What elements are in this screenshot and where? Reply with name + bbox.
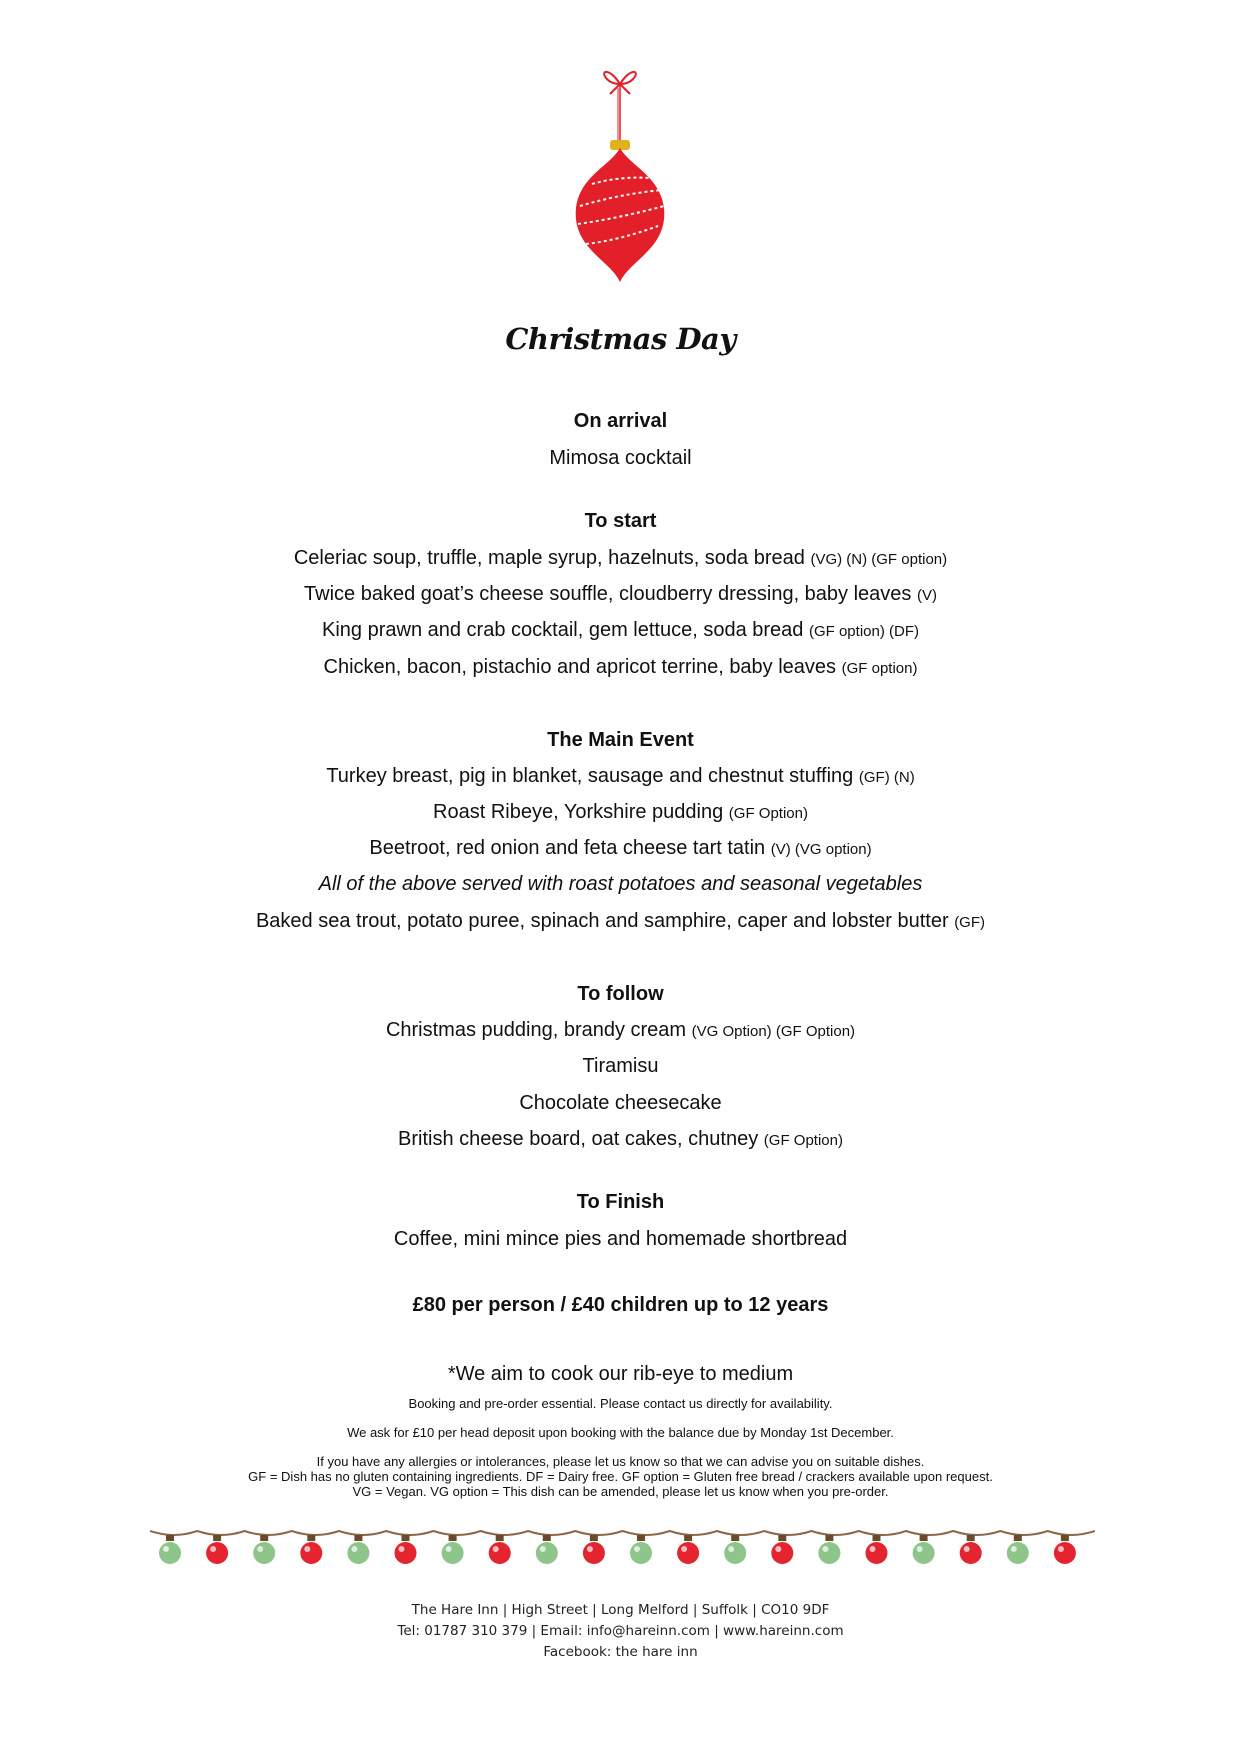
light-bulb bbox=[1054, 1535, 1076, 1564]
light-bulb bbox=[442, 1535, 464, 1564]
light-bulb bbox=[677, 1535, 699, 1564]
page-title: Christmas Day bbox=[505, 322, 736, 356]
light-bulb bbox=[913, 1535, 935, 1564]
footer-facebook: Facebook: the hare inn bbox=[543, 1644, 698, 1660]
deposit-note: We ask for £10 per head deposit upon booking with the balance due by Monday 1st December. bbox=[347, 1425, 894, 1440]
menu-item: Mimosa cocktail bbox=[549, 447, 692, 469]
menu-item: Beetroot, red onion and feta cheese tart tatin (V) (VG option) bbox=[369, 837, 872, 859]
section-heading-main: The Main Event bbox=[547, 729, 694, 751]
footer-contact: Tel: 01787 310 379 | Email: info@hareinn.com | www.hareinn.com bbox=[397, 1623, 844, 1639]
light-bulb bbox=[536, 1535, 558, 1564]
menu-item: King prawn and crab cocktail, gem lettuce, soda bread (GF option) (DF) bbox=[322, 619, 919, 641]
menu-item: British cheese board, oat cakes, chutney (GF Option) bbox=[398, 1128, 843, 1150]
light-bulb bbox=[818, 1535, 840, 1564]
light-bulb bbox=[489, 1535, 511, 1564]
light-bulb bbox=[724, 1535, 746, 1564]
light-bulb bbox=[300, 1535, 322, 1564]
menu-item: Roast Ribeye, Yorkshire pudding (GF Option) bbox=[433, 801, 808, 823]
lights-wire bbox=[150, 1531, 1095, 1535]
light-bulb bbox=[866, 1535, 888, 1564]
light-bulb bbox=[630, 1535, 652, 1564]
footer-address: The Hare Inn | High Street | Long Melford | Suffolk | CO10 9DF bbox=[411, 1602, 830, 1618]
light-bulb bbox=[583, 1535, 605, 1564]
christmas-bauble-icon bbox=[540, 48, 700, 318]
menu-item: Coffee, mini mince pies and homemade shortbread bbox=[393, 1228, 848, 1250]
section-heading-arrival: On arrival bbox=[573, 410, 668, 432]
light-bulb bbox=[1007, 1535, 1029, 1564]
menu-item: Turkey breast, pig in blanket, sausage and chestnut stuffing (GF) (N) bbox=[326, 765, 915, 787]
served-with-note: All of the above served with roast potatoes and seasonal vegetables bbox=[318, 873, 923, 895]
ribeye-note: *We aim to cook our rib-eye to medium bbox=[447, 1363, 794, 1385]
light-bulb bbox=[347, 1535, 369, 1564]
light-bulb bbox=[159, 1535, 181, 1564]
booking-note: Booking and pre-order essential. Please contact us directly for availability. bbox=[408, 1396, 833, 1411]
allergy-key: GF = Dish has no gluten containing ingredients. DF = Dairy free. GF option = Gluten free bread / crackers available upon request. bbox=[248, 1469, 993, 1484]
menu-item: Twice baked goat’s cheese souffle, cloudberry dressing, baby leaves (V) bbox=[304, 583, 937, 605]
allergy-key-vegan: VG = Vegan. VG option = This dish can be amended, please let us know when you pre-order. bbox=[352, 1484, 889, 1499]
string-lights-icon bbox=[150, 1525, 1095, 1595]
light-bulb bbox=[253, 1535, 275, 1564]
section-heading-start: To start bbox=[584, 510, 657, 532]
price-line: £80 per person / £40 children up to 12 years bbox=[412, 1294, 829, 1316]
menu-item: Baked sea trout, potato puree, spinach and samphire, caper and lobster butter (GF) bbox=[255, 910, 986, 932]
light-bulb bbox=[771, 1535, 793, 1564]
menu-item: Celeriac soup, truffle, maple syrup, hazelnuts, soda bread (VG) (N) (GF option) bbox=[293, 547, 948, 569]
allergy-note: If you have any allergies or intolerances, please let us know so that we can advise you on suitable dishes. bbox=[316, 1454, 925, 1469]
light-bulb bbox=[960, 1535, 982, 1564]
light-bulb bbox=[206, 1535, 228, 1564]
light-bulb bbox=[395, 1535, 417, 1564]
section-heading-finish: To Finish bbox=[576, 1191, 665, 1213]
section-heading-follow: To follow bbox=[577, 983, 664, 1005]
menu-item: Chocolate cheesecake bbox=[519, 1092, 722, 1114]
menu-item: Christmas pudding, brandy cream (VG Option) (GF Option) bbox=[385, 1019, 856, 1041]
menu-item: Tiramisu bbox=[582, 1055, 659, 1077]
menu-item: Chicken, bacon, pistachio and apricot terrine, baby leaves (GF option) bbox=[323, 656, 918, 678]
